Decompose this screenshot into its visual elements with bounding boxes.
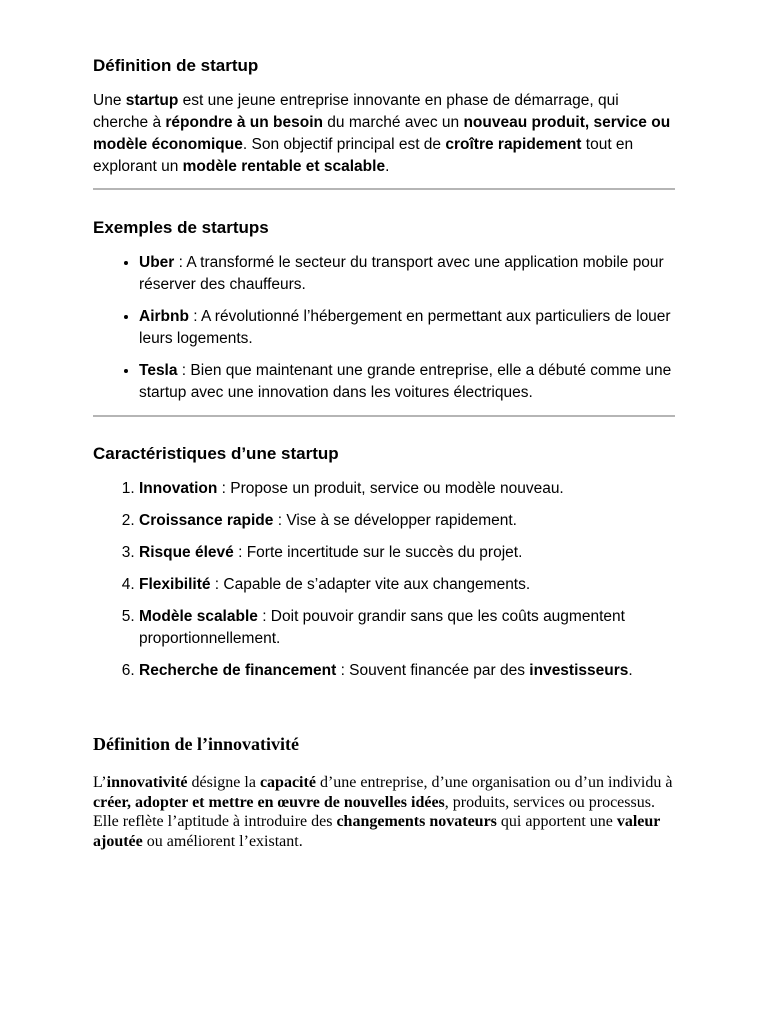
text-run: . Son objectif principal est de (242, 136, 446, 153)
list-item (139, 478, 675, 500)
text-run: tout en explorant un (93, 136, 634, 175)
item-label: Airbnb (139, 308, 189, 325)
bold-run: changements novateurs (336, 813, 497, 830)
item-text: : A transformé le secteur du transport avec une application mobile pour réserver des chauffeurs. (139, 254, 664, 293)
text-run: est une jeune entreprise innovante en phase de démarrage, qui cherche à (93, 92, 619, 131)
bold-run: modèle rentable et scalable (182, 158, 386, 175)
item-label: Modèle scalable (139, 608, 258, 625)
bold-run: investisseurs (529, 662, 629, 679)
text-run: , produits, services ou processus. Elle reflète l’aptitude à introduire des (93, 793, 655, 830)
item-label: Flexibilité (139, 576, 211, 593)
item-text: : Forte incertitude sur le succès du projet. (233, 544, 523, 561)
item-text: : Doit pouvoir grandir sans que les coûts augmentent proportionnellement. (139, 608, 625, 647)
text-run: qui apportent une (496, 813, 617, 830)
examples-list (93, 252, 675, 414)
text-run: ou améliorent l’existant. (142, 832, 303, 850)
item-text: : Bien que maintenant une grande entreprise, elle a débuté comme une startup avec une innovation dans les voitures électriques. (139, 362, 672, 401)
item-label: Risque élevé (139, 544, 234, 561)
text-run: désigne la (187, 774, 260, 791)
item-text: : A révolutionné l’hébergement en permettant aux particuliers de louer leurs logements. (139, 308, 671, 347)
item-label: Innovation (139, 480, 218, 497)
characteristics-list (93, 478, 675, 692)
list-item (139, 574, 675, 596)
list-item (139, 606, 675, 650)
heading-startup-examples: Exemples de startups (93, 218, 269, 237)
list-item (139, 252, 675, 296)
paragraph-innovativity-definition (93, 773, 675, 851)
text-run: L’ (93, 774, 107, 791)
item-text: : Souvent financée par des (336, 662, 530, 679)
list-item (139, 510, 675, 532)
text-run: du marché avec un (323, 114, 464, 131)
text-run: Une (93, 92, 126, 109)
item-label: Recherche de financement (139, 662, 337, 679)
bold-run: capacité (259, 774, 316, 791)
bold-run: répondre à un besoin (165, 114, 323, 131)
bold-run: innovativité (106, 774, 188, 791)
list-item (139, 660, 675, 682)
heading-startup-definition: Définition de startup (93, 56, 259, 75)
bold-run: valeur ajoutée (93, 813, 661, 850)
heading-innovativity-definition: Définition de l’innovativité (93, 734, 299, 754)
text-run: d’une entreprise, d’une organisation ou d’un individu à (315, 774, 673, 791)
text-run: . (628, 662, 633, 679)
horizontal-divider (93, 188, 675, 190)
item-label: Croissance rapide (139, 512, 274, 529)
list-item (139, 360, 675, 404)
bold-run: startup (125, 92, 179, 109)
item-label: Tesla (139, 362, 178, 379)
bold-run: créer, adopter et mettre en œuvre de nouvelles idées (93, 793, 445, 811)
item-label: Uber (139, 254, 175, 271)
bold-run: nouveau produit, service ou modèle économique (93, 114, 671, 153)
item-text: : Vise à se développer rapidement. (273, 512, 517, 529)
item-text: : Capable de s’adapter vite aux changements. (210, 576, 531, 593)
horizontal-divider (93, 415, 675, 417)
list-item (139, 306, 675, 350)
bold-run: croître rapidement (445, 136, 582, 153)
item-text: : Propose un produit, service ou modèle nouveau. (217, 480, 564, 497)
heading-startup-characteristics: Caractéristiques d’une startup (93, 444, 339, 463)
list-item (139, 542, 675, 564)
text-run: . (385, 158, 390, 175)
paragraph-startup-definition (93, 90, 675, 178)
